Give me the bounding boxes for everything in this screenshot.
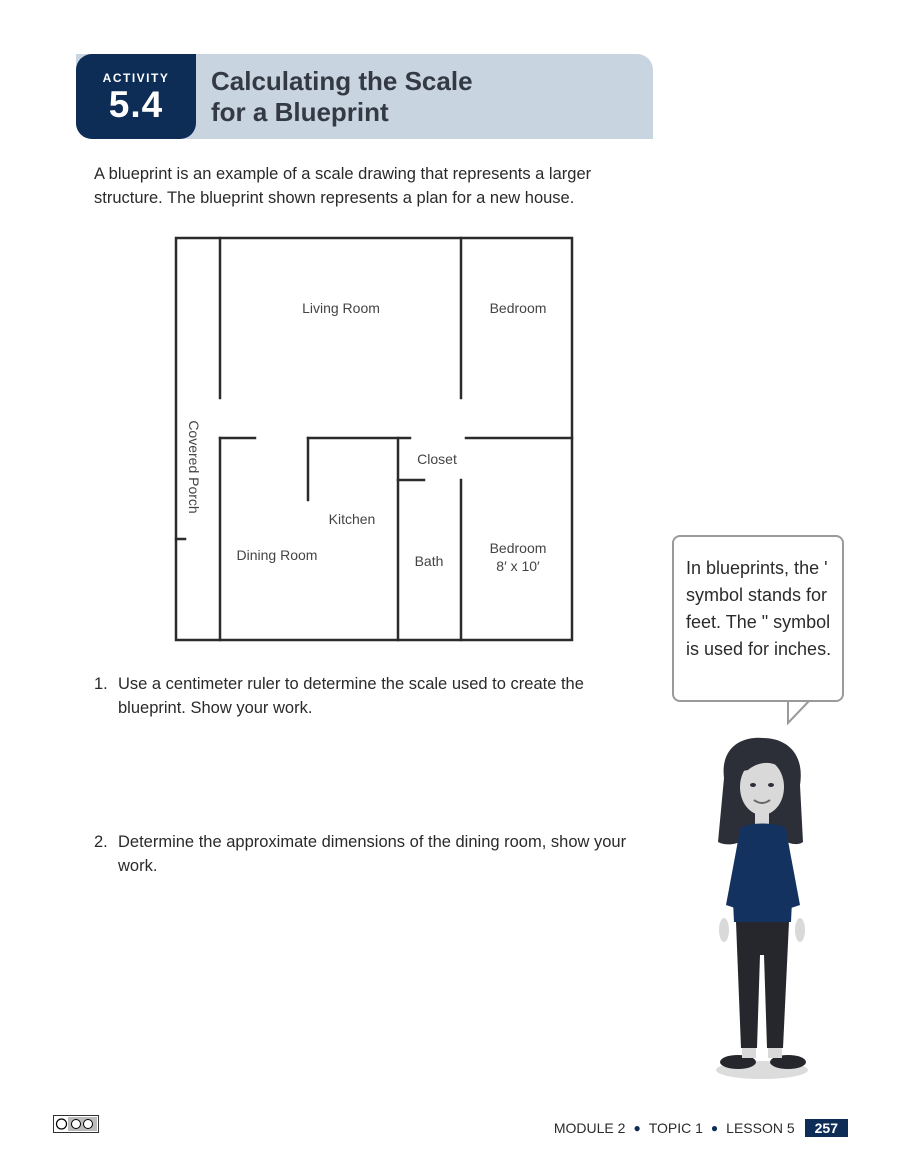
footer-separator-icon: ● <box>710 1121 719 1135</box>
intro-paragraph: A blueprint is an example of a scale drawing that represents a larger structure. The blueprint shown represents a plan for a new house. <box>94 165 592 207</box>
question-1-number: 1. <box>94 675 108 693</box>
creative-commons-license-icon <box>53 1115 99 1133</box>
page-footer <box>554 1118 848 1138</box>
footer-module: MODULE 2 <box>553 1120 626 1136</box>
question-1-text: Use a centimeter ruler to determine the scale used to create the blueprint. Show your work. <box>118 675 584 717</box>
room-label-dining-room: Dining Room <box>236 547 318 563</box>
footer-lesson: LESSON 5 <box>726 1120 795 1136</box>
activity-title-line1: Calculating the Scale <box>211 66 473 96</box>
activity-title-line2: for a Blueprint <box>211 97 389 127</box>
room-label-closet: Closet <box>417 451 457 467</box>
question-1 <box>94 672 654 720</box>
activity-number: 5.4 <box>108 84 164 125</box>
footer-topic: TOPIC 1 <box>648 1120 703 1136</box>
room-dimensions-bedroom-bottom: 8′ x 10′ <box>496 558 540 574</box>
question-2-text: Determine the approximate dimensions of the dining room, show your work. <box>118 833 627 875</box>
callout-bubble <box>672 535 844 702</box>
room-label-bath: Bath <box>414 553 444 569</box>
page-number: 257 <box>805 1119 848 1137</box>
student-character-illustration <box>716 738 808 1079</box>
room-label-covered-porch: Covered Porch <box>186 420 202 514</box>
room-label-living-room: Living Room <box>302 300 380 316</box>
activity-label: ACTIVITY <box>102 71 170 85</box>
question-2 <box>94 830 654 878</box>
room-label-kitchen: Kitchen <box>328 511 376 527</box>
footer-separator-icon: ● <box>633 1121 641 1135</box>
room-label-bedroom-bottom: Bedroom <box>489 540 547 556</box>
callout-text: In blueprints, the ʹ symbol stands for feet. The ʺ symbol is used for inches. <box>686 558 832 659</box>
question-2-number: 2. <box>94 833 108 851</box>
callout-tail <box>788 700 810 723</box>
room-label-bedroom-top: Bedroom <box>489 300 547 316</box>
